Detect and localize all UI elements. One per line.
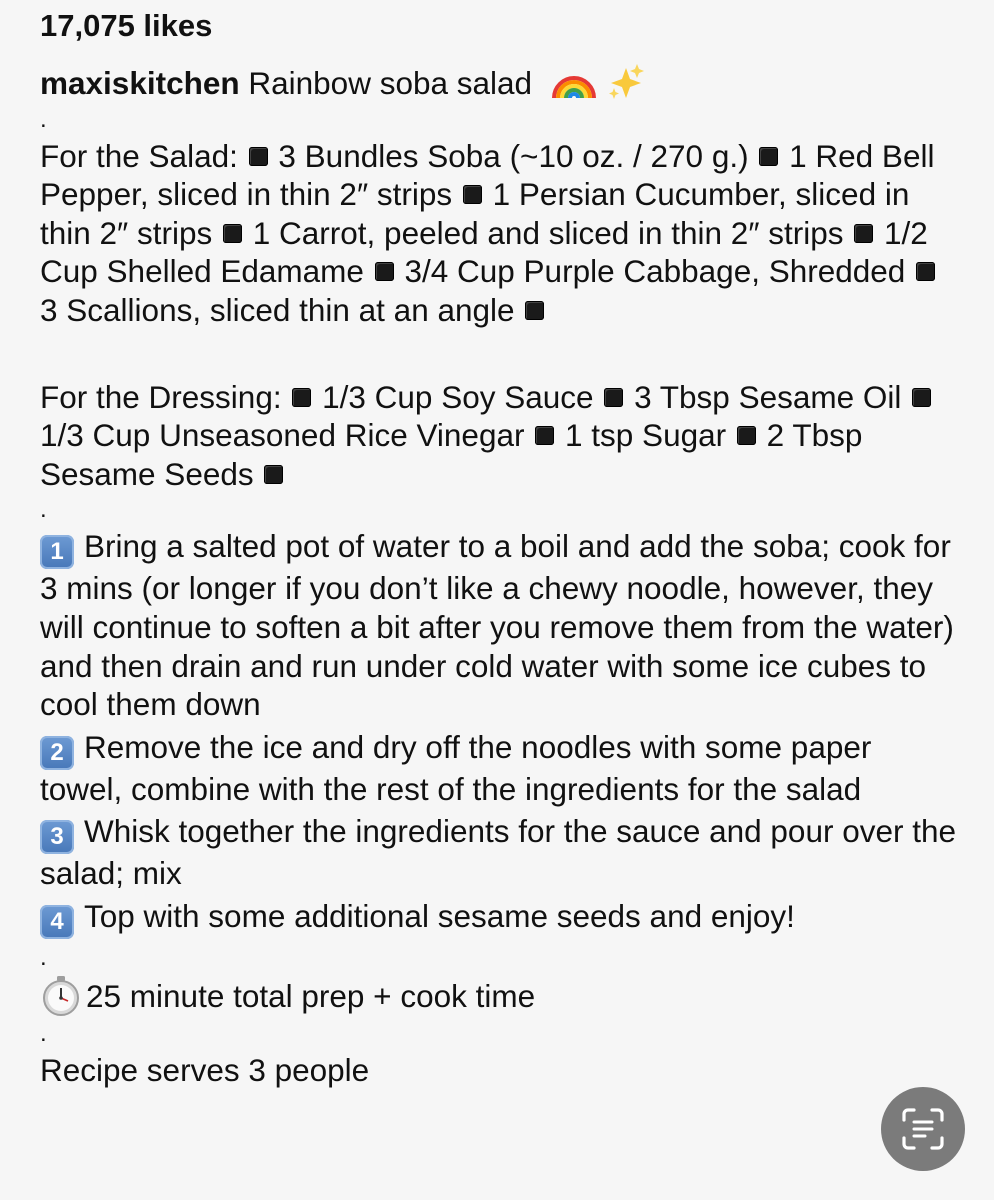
step-text: Bring a salted pot of water to a boil and add the soba; cook for 3 mins (or longer if you don’t like a chewy noodle, however, they will continue to soften a bit after you remove them from the water) and then drain and run under cold water with some ice cubes to cool them down xyxy=(40,528,954,723)
salad-heading: For the Salad: xyxy=(40,137,238,174)
keycap-2-icon: 2 xyxy=(40,736,74,770)
post-caption xyxy=(40,6,960,1090)
username-link[interactable]: maxiskitchen xyxy=(40,65,240,101)
likes-count[interactable]: 17,075 likes xyxy=(40,8,213,43)
ingredient-item: 1 Red Bell Pepper, sliced in thin 2″ strips xyxy=(40,137,935,213)
separator-dot: . xyxy=(40,943,47,971)
black-square-icon xyxy=(854,224,873,243)
ingredient-item: 1/3 Cup Soy Sauce xyxy=(322,378,594,415)
black-square-icon xyxy=(737,426,756,445)
sparkles-icon xyxy=(606,62,646,102)
black-square-icon xyxy=(249,147,268,166)
black-square-icon xyxy=(525,301,544,320)
dressing-heading: For the Dressing: xyxy=(40,378,282,415)
black-square-icon xyxy=(264,465,283,484)
ingredient-item: 1 tsp Sugar xyxy=(565,417,727,454)
step-2 xyxy=(40,728,960,809)
ingredient-item: 3 Bundles Soba (~10 oz. / 270 g.) xyxy=(278,137,749,174)
ingredient-item: 1 Carrot, peeled and sliced in thin 2″ strips xyxy=(252,214,853,251)
rainbow-icon xyxy=(551,66,597,100)
step-3 xyxy=(40,812,960,893)
servings: Recipe serves 3 people xyxy=(40,1051,370,1088)
ingredient-item: 3 Tbsp Sesame Oil xyxy=(634,378,902,415)
ingredient-item: 1 Persian Cucumber, sliced in thin 2″ strips xyxy=(40,176,910,251)
ingredient-item: 1/3 Cup Unseasoned Rice Vinegar xyxy=(40,417,525,454)
live-text-scan-icon xyxy=(900,1106,946,1152)
ingredient-item: 1/2 Cup Shelled Edamame xyxy=(40,214,928,290)
separator-dot: . xyxy=(40,496,47,524)
live-text-scan-button[interactable] xyxy=(881,1087,965,1171)
step-text: Remove the ice and dry off the noodles with some paper towel, combine with the rest of the ingredients for the salad xyxy=(40,728,872,807)
black-square-icon xyxy=(759,147,778,166)
black-square-icon xyxy=(223,224,242,243)
ingredient-item: 3/4 Cup Purple Cabbage, Shredded xyxy=(404,253,906,290)
dressing-ingredients xyxy=(40,378,960,494)
black-square-icon xyxy=(292,388,311,407)
step-1 xyxy=(40,527,960,723)
time-line xyxy=(40,975,960,1017)
separator-dot: . xyxy=(40,105,47,133)
black-square-icon xyxy=(375,262,394,281)
black-square-icon xyxy=(604,388,623,407)
black-square-icon xyxy=(463,185,482,204)
keycap-3-icon: 3 xyxy=(40,820,74,854)
ingredient-item: 2 Tbsp Sesame Seeds xyxy=(40,417,863,492)
black-square-icon xyxy=(535,426,554,445)
blank-line xyxy=(40,330,960,378)
step-text: Whisk together the ingredients for the sauce and pour over the salad; mix xyxy=(40,813,957,892)
black-square-icon xyxy=(916,262,935,281)
keycap-4-icon: 4 xyxy=(40,905,74,939)
prep-time: 25 minute total prep + cook time xyxy=(86,977,536,1014)
step-text: Top with some additional sesame seeds and enjoy! xyxy=(84,897,795,934)
salad-ingredients xyxy=(40,137,960,330)
caption-title-line xyxy=(40,62,960,103)
black-square-icon xyxy=(912,388,931,407)
ingredient-item: 3 Scallions, sliced thin at an angle xyxy=(40,291,515,328)
separator-dot: . xyxy=(40,1019,47,1047)
post-title: Rainbow soba salad xyxy=(248,65,533,101)
stopwatch-icon xyxy=(40,975,82,1017)
step-4 xyxy=(40,897,960,939)
keycap-1-icon: 1 xyxy=(40,535,74,569)
